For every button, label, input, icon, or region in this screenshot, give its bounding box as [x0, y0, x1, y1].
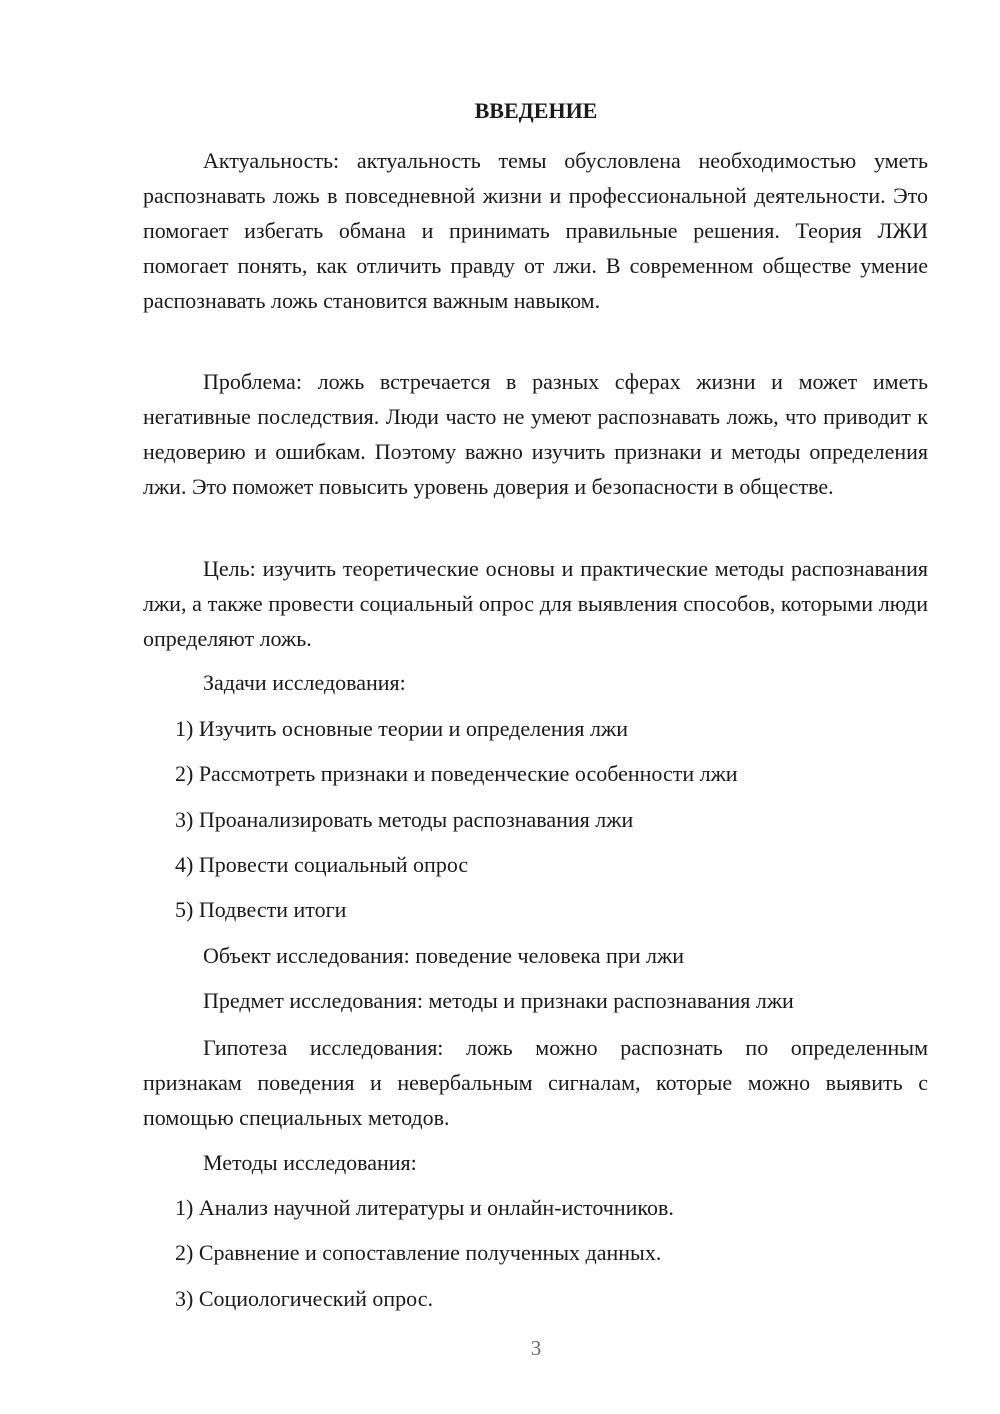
methods-heading: Методы исследования: [203, 1150, 417, 1175]
relevance-paragraph: Актуальность: актуальность темы обусловлена необходимостью уметь распознавать ложь в повседневной жизни и профессиональной деятельности. Это помогает избегать обмана и принимать правильные решения. Теория ЛЖИ помогает понять, как отличить правду от лжи. В современном обществе умение распознавать ложь становится важным навыком. [143, 148, 928, 313]
page-title: ВВЕДЕНИЕ [474, 98, 598, 123]
method-item: 2) Сравнение и сопоставление полученных данных. [175, 1240, 662, 1265]
research-object: Объект исследования: поведение человека при лжи [203, 943, 685, 968]
task-item: 2) Рассмотреть признаки и поведенческие особенности лжи [175, 761, 738, 786]
task-item: 4) Провести социальный опрос [175, 852, 469, 877]
hypothesis-paragraph: Гипотеза исследования: ложь можно распознать по определенным признакам поведения и невербальным сигналам, которые можно выявить с помощью специальных методов. [143, 1035, 928, 1130]
tasks-heading: Задачи исследования: [203, 670, 406, 695]
page-number: 3 [530, 1336, 542, 1360]
research-subject: Предмет исследования: методы и признаки распознавания лжи [203, 988, 794, 1013]
task-item: 3) Проанализировать методы распознавания лжи [175, 807, 634, 832]
method-item: 3) Социологический опрос. [175, 1286, 433, 1311]
goal-paragraph: Цель: изучить теоретические основы и практические методы распознавания лжи, а также провести социальный опрос для выявления способов, которыми люди определяют ложь. [143, 556, 928, 651]
problem-paragraph: Проблема: ложь встречается в разных сферах жизни и может иметь негативные последствия. Люди часто не умеют распознавать ложь, что приводит к недоверию и ошибкам. Поэтому важно изучить признаки и методы определения лжи. Это поможет повысить уровень доверия и безопасности в обществе. [143, 369, 928, 499]
task-item: 5) Подвести итоги [175, 897, 347, 922]
task-item: 1) Изучить основные теории и определения лжи [175, 716, 628, 741]
method-item: 1) Анализ научной литературы и онлайн-источников. [175, 1195, 674, 1220]
